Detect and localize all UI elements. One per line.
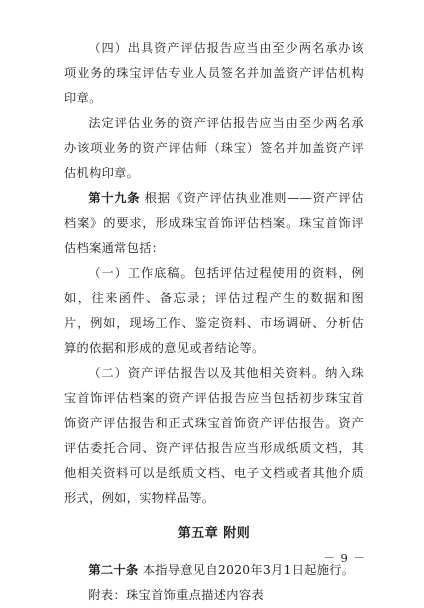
paragraph-statutory-signature [64,111,364,186]
paragraph-text: （四）出具资产评估报告应当由至少两名承办该项业务的珠宝评估专业人员签名并加盖资产评估机构印章。 [64,41,364,105]
article-number: 第十九条 [88,191,141,205]
paragraph-working-papers [64,261,364,361]
page-content [64,36,364,608]
paragraph-text: 附表：珠宝首饰重点描述内容表 [88,588,264,602]
article-text: 本指导意见自2020年3月1日起施行。 [138,563,355,577]
paragraph-report-materials [64,361,364,511]
page-number: － 9 － [323,551,366,565]
article-number: 第二十条 [88,563,139,577]
paragraph-text: （二）资产评估报告以及其他相关资料。纳入珠宝首饰评估档案的资产评估报告应当包括初步珠宝首饰资产评估报告和正式珠宝首饰资产评估报告。资产评估委托合同、资产评估报告应当形成纸质文档，其他相关资料可以是纸质文档、电子文档或者其他介质形式，例如，实物样品等。 [64,366,364,505]
paragraph-text: 法定评估业务的资产评估报告应当由至少两名承办该项业务的资产评估师（珠宝）签名并加盖资产评估机构印章。 [64,116,364,180]
article-20 [64,558,364,583]
paragraph-signature-requirement [64,36,364,111]
paragraph-appendix [64,583,364,608]
article-19 [64,186,364,261]
paragraph-text: （一）工作底稿。包括评估过程使用的资料，例如，往来函件、备忘录；评估过程产生的数据和图片，例如，现场工作、鉴定资料、市场调研、分析估算的依据和形成的意见或者结论等。 [64,266,364,355]
chapter-heading: 第五章 附则 [177,526,251,541]
article-text: 根据《资产评估执业准则——资产评估档案》的要求，形成珠宝首饰评估档案。珠宝首饰评估档案通常包括： [64,191,364,255]
